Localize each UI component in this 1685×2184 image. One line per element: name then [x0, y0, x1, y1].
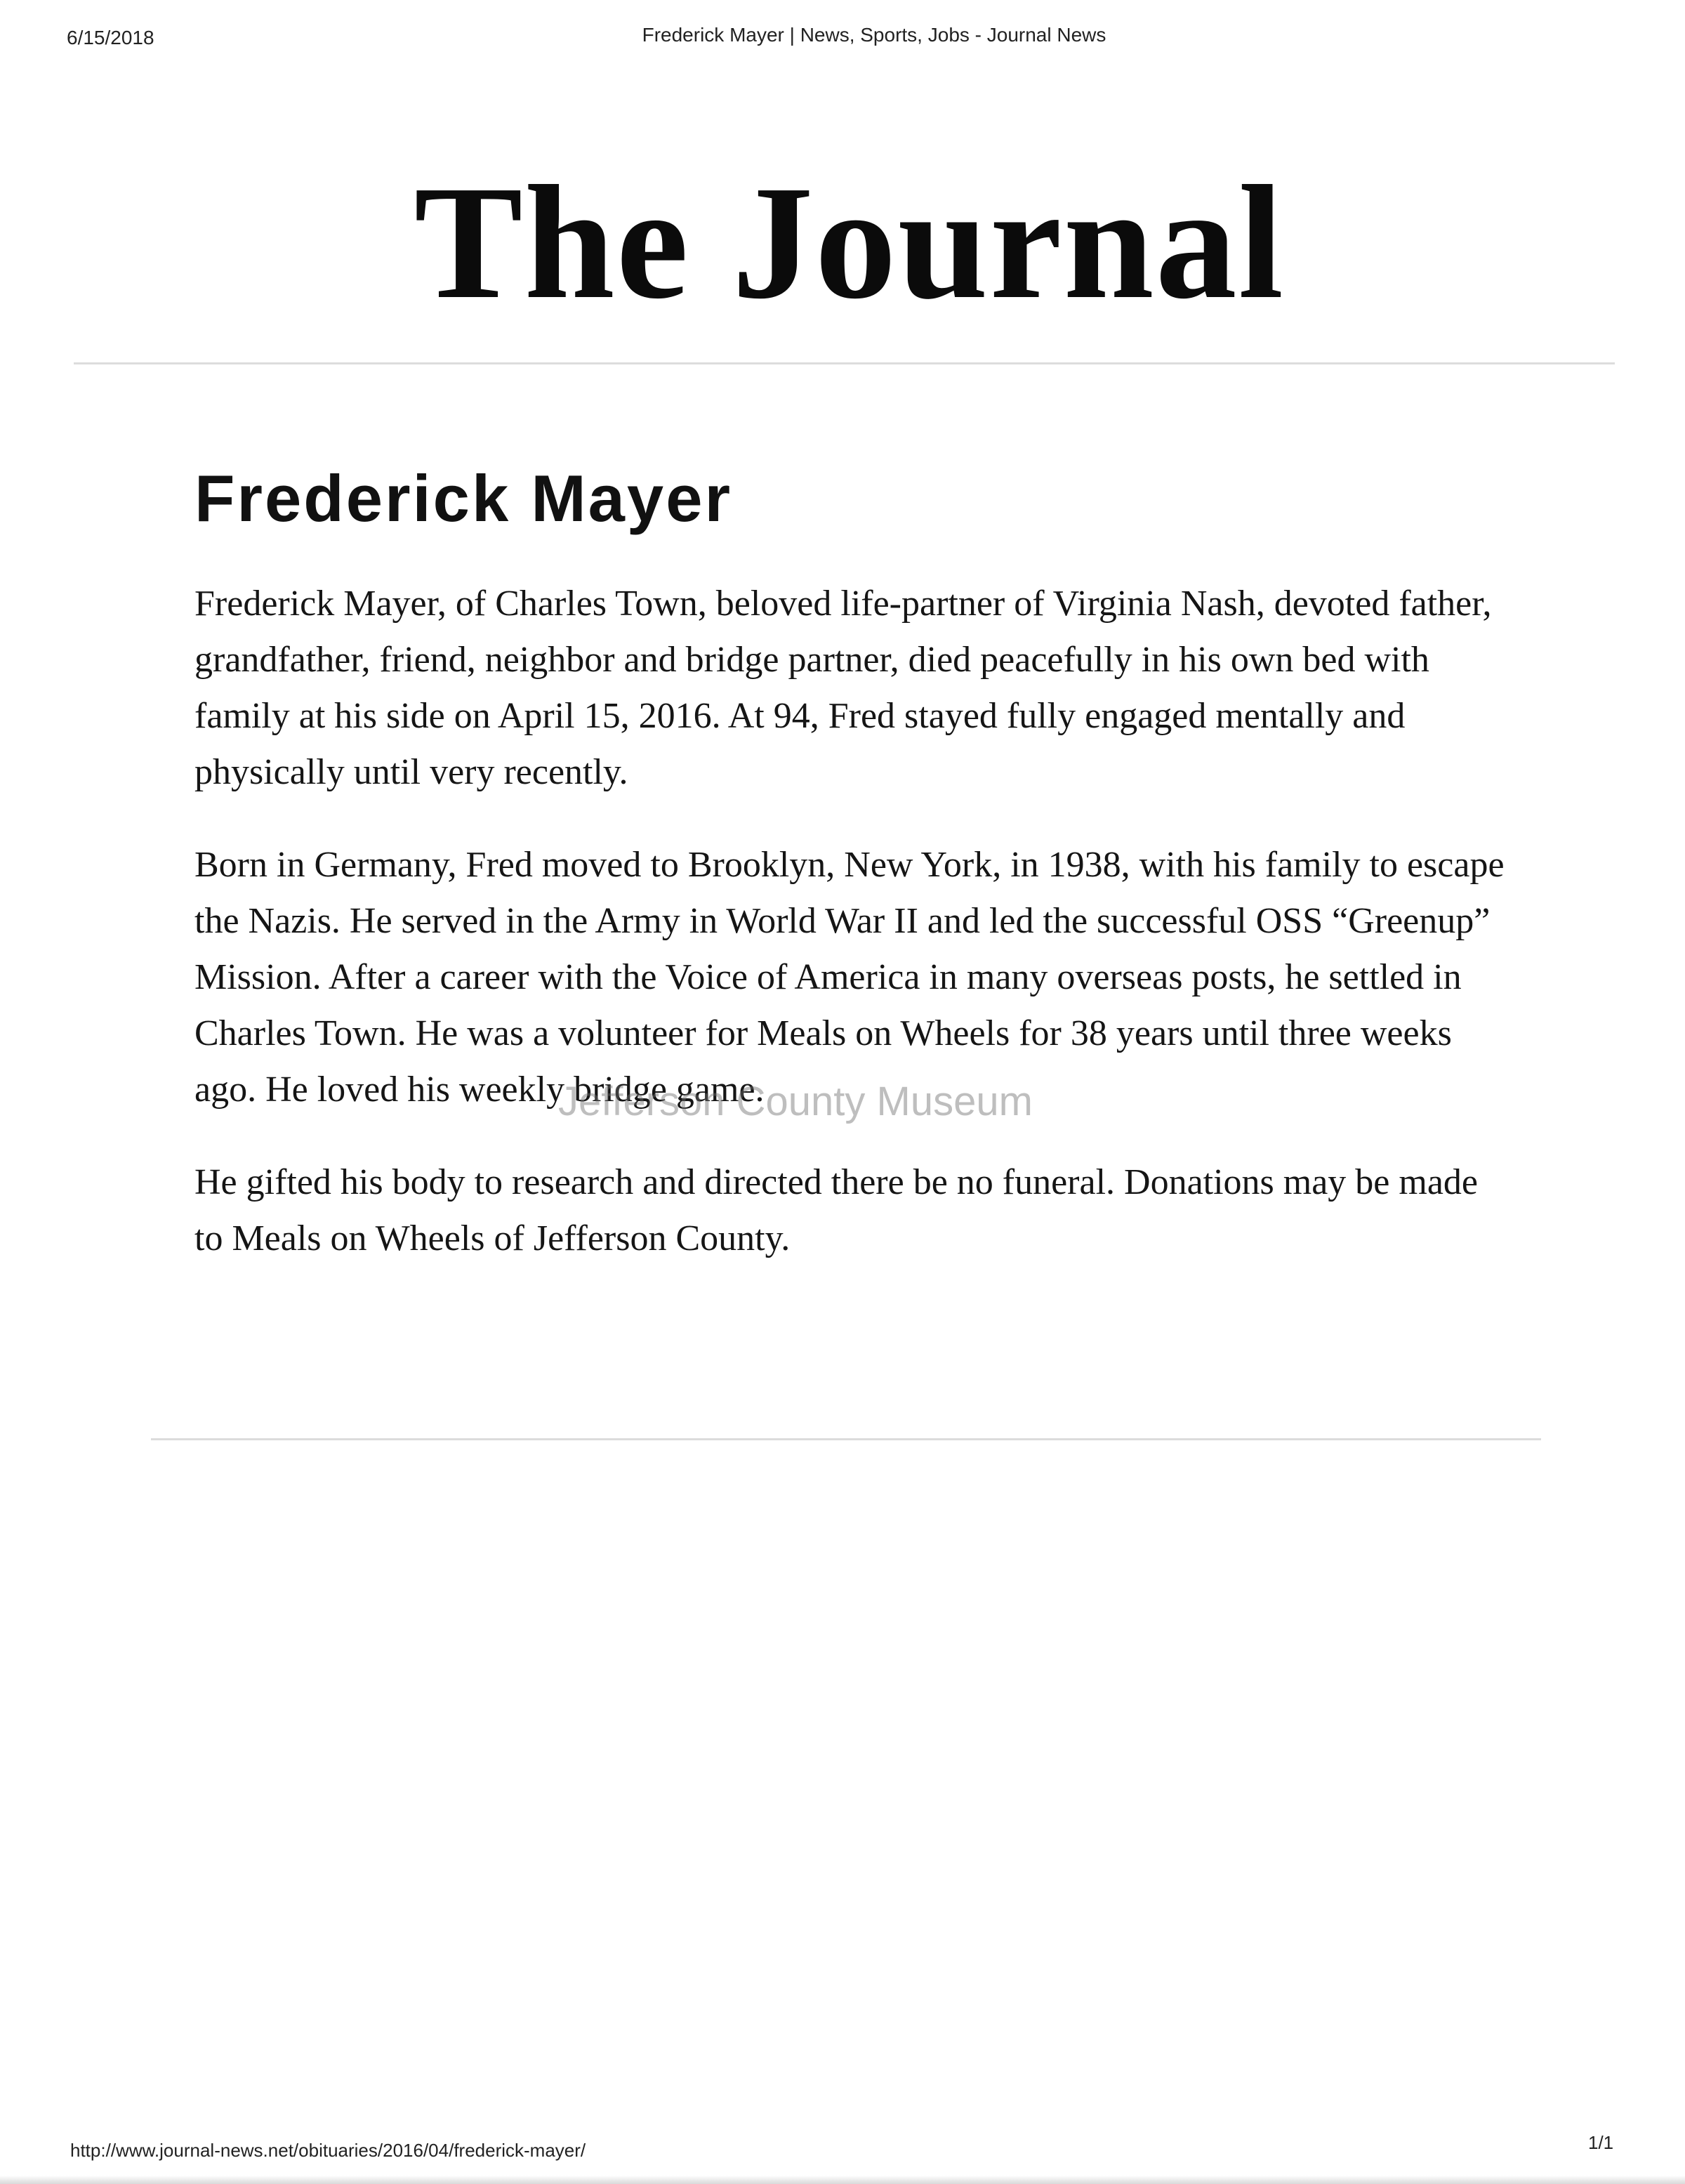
print-footer-url: http://www.journal-news.net/obituaries/2016/04/frederick-mayer/ — [70, 2140, 586, 2161]
article-title: Frederick Mayer — [194, 461, 733, 535]
article-paragraph: Born in Germany, Fred moved to Brooklyn, New York, in 1938, with his family to escape the Nazis. He served in the Army in World War II and led the successful OSS “Greenup” Mission. After a career with the Voice of America in many overseas posts, he settled in Charles Town. He was a volunteer for Meals on Wheels for 38 years until three weeks ago. He loved his weekly bridge game. — [194, 845, 1505, 1110]
top-divider — [74, 362, 1615, 364]
print-page-title: Frederick Mayer | News, Sports, Jobs - Journal News — [642, 24, 1106, 46]
article-body — [194, 576, 1514, 1303]
article-paragraph: He gifted his body to research and directed there be no funeral. Donations may be made to Meals on Wheels of Jefferson County. — [194, 1162, 1478, 1258]
print-page-number: 1/1 — [1588, 2132, 1614, 2153]
museum-watermark: Jefferson County Museum — [558, 1079, 1033, 1124]
print-date: 6/15/2018 — [67, 27, 154, 48]
print-header — [0, 24, 1685, 52]
bottom-divider — [151, 1438, 1541, 1440]
page-edge — [0, 2176, 1685, 2184]
article-paragraph: Frederick Mayer, of Charles Town, beloved life-partner of Virginia Nash, devoted father, grandfather, friend, neighbor and bridge partner, died peacefully in his own bed with family at his side on April 15, 2016. At 94, Fred stayed fully engaged mentally and physically until very recently. — [194, 584, 1492, 792]
masthead: The Journal — [414, 152, 1286, 333]
